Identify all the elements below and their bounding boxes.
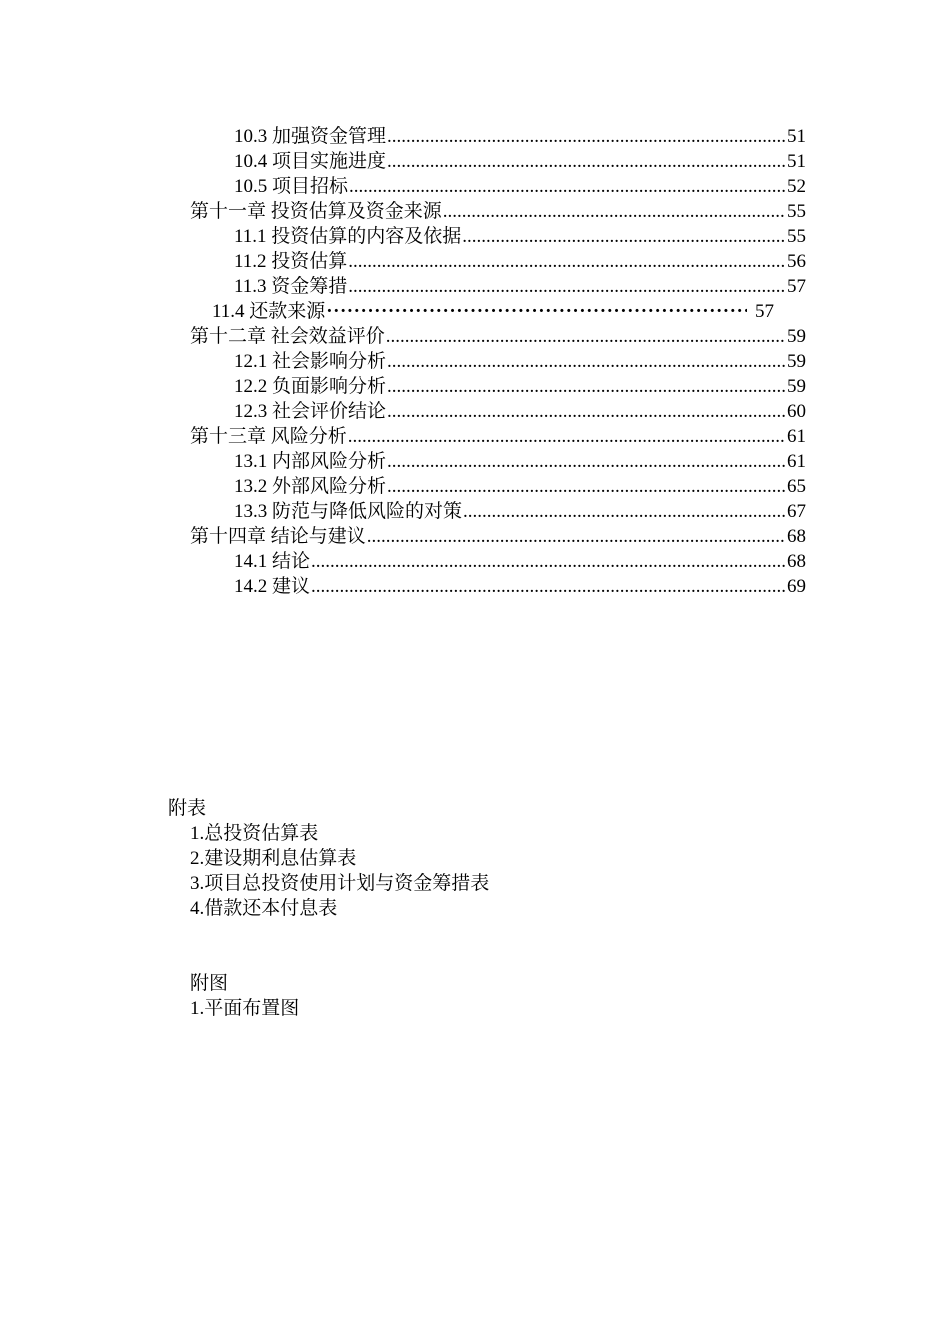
toc-entry-page: 60 — [787, 401, 806, 422]
toc-entry[interactable] — [234, 274, 806, 299]
toc-entry-title: 10.4 项目实施进度 — [234, 151, 387, 172]
toc-leader-dots — [387, 449, 786, 474]
toc-leader-dots — [326, 299, 747, 324]
toc-entry-title: 11.3 资金筹措 — [234, 276, 348, 297]
toc-entry-page: 52 — [787, 176, 806, 197]
toc-entry-page: 56 — [787, 251, 806, 272]
toc-leader-dots — [387, 399, 786, 424]
toc-entry-title: 12.2 负面影响分析 — [234, 376, 387, 397]
toc-leader-dots — [462, 224, 786, 249]
toc-leader-dots — [387, 149, 786, 174]
toc-entry-title: 10.3 加强资金管理 — [234, 126, 387, 147]
toc-entry-page: 51 — [787, 126, 806, 147]
toc-entry-page: 61 — [787, 451, 806, 472]
toc-leader-dots — [348, 249, 786, 274]
toc-entry-title: 第十三章 风险分析 — [190, 426, 347, 447]
toc-entry-title: 13.2 外部风险分析 — [234, 476, 387, 497]
toc-entry-title: 第十二章 社会效益评价 — [190, 326, 385, 347]
toc-leader-dots — [349, 174, 786, 199]
toc-leader-dots — [386, 324, 786, 349]
toc-entry-page: 67 — [787, 501, 806, 522]
toc-entry[interactable] — [234, 549, 806, 574]
toc-entry-page: 57 — [755, 301, 774, 322]
toc-entry-page: 59 — [787, 326, 806, 347]
toc-chapter-entry[interactable] — [190, 199, 806, 224]
toc-leader-dots — [387, 474, 786, 499]
toc-entry-page: 69 — [787, 576, 806, 597]
toc-entry[interactable] — [234, 349, 806, 374]
toc-chapter-entry[interactable] — [190, 324, 806, 349]
toc-entry[interactable] — [234, 224, 806, 249]
toc-leader-dots — [443, 199, 786, 224]
toc-leader-dots — [311, 574, 786, 599]
toc-entry-page: 59 — [787, 376, 806, 397]
toc-entry[interactable] — [234, 399, 806, 424]
toc-leader-dots — [387, 349, 786, 374]
toc-entry-page: 55 — [787, 201, 806, 222]
toc-chapter-entry[interactable] — [190, 424, 806, 449]
toc-entry[interactable] — [234, 474, 806, 499]
toc-entry-page: 68 — [787, 551, 806, 572]
toc-entry-page: 65 — [787, 476, 806, 497]
toc-leader-dots — [311, 549, 786, 574]
appendix-table-item: 1.总投资估算表 — [190, 823, 319, 844]
toc-chapter-entry[interactable] — [190, 524, 806, 549]
toc-entry-title: 13.3 防范与降低风险的对策 — [234, 501, 463, 522]
toc-entry[interactable] — [234, 449, 806, 474]
toc-entry-title: 12.3 社会评价结论 — [234, 401, 387, 422]
toc-entry-page: 57 — [787, 276, 806, 297]
toc-leader-dots — [367, 524, 786, 549]
toc-entry[interactable] — [234, 149, 806, 174]
toc-entry-title: 14.1 结论 — [234, 551, 311, 572]
toc-entry-page: 51 — [787, 151, 806, 172]
toc-leader-dots — [387, 374, 786, 399]
appendix-table-item: 2.建设期利息估算表 — [190, 848, 357, 869]
toc-leader-dots — [387, 124, 786, 149]
toc-entry-page: 55 — [787, 226, 806, 247]
appendix-figures-heading: 附图 — [190, 973, 229, 994]
toc-entry-title: 11.1 投资估算的内容及依据 — [234, 226, 462, 247]
toc-entry[interactable] — [234, 374, 806, 399]
toc-entry-title: 10.5 项目招标 — [234, 176, 349, 197]
toc-entry-title: 第十一章 投资估算及资金来源 — [190, 201, 442, 222]
toc-entry[interactable] — [212, 299, 774, 324]
toc-entry-title: 11.2 投资估算 — [234, 251, 348, 272]
appendix-table-item: 3.项目总投资使用计划与资金筹措表 — [190, 873, 490, 894]
toc-entry-title: 11.4 还款来源 — [212, 301, 326, 322]
toc-entry-title: 12.1 社会影响分析 — [234, 351, 387, 372]
toc-entry[interactable] — [234, 124, 806, 149]
toc-entry[interactable] — [234, 174, 806, 199]
toc-entry[interactable] — [234, 499, 806, 524]
toc-leader-dots — [348, 274, 786, 299]
toc-entry-page: 61 — [787, 426, 806, 447]
appendix-figure-item: 1.平面布置图 — [190, 998, 300, 1019]
appendix-table-item: 4.借款还本付息表 — [190, 898, 338, 919]
toc-entry-title: 14.2 建议 — [234, 576, 311, 597]
toc-entry[interactable] — [234, 574, 806, 599]
toc-entry[interactable] — [234, 249, 806, 274]
appendix-tables-heading: 附表 — [168, 798, 207, 819]
toc-leader-dots — [348, 424, 786, 449]
toc-entry-page: 59 — [787, 351, 806, 372]
toc-leader-dots — [463, 499, 786, 524]
toc-entry-title: 13.1 内部风险分析 — [234, 451, 387, 472]
toc-entry-title: 第十四章 结论与建议 — [190, 526, 366, 547]
toc-entry-page: 68 — [787, 526, 806, 547]
